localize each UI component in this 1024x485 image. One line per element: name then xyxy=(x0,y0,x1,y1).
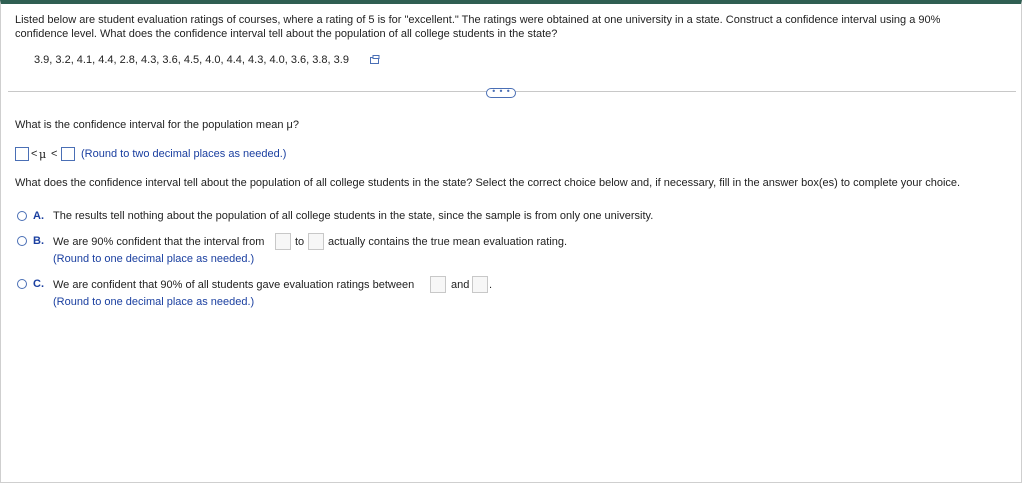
expand-more-button[interactable]: • • • xyxy=(486,88,516,98)
choice-b-hint: (Round to one decimal place as needed.) xyxy=(53,253,255,265)
less-than-symbol-1: < xyxy=(31,148,38,160)
choice-c-hint: (Round to one decimal place as needed.) xyxy=(53,296,255,308)
choice-a-text[interactable]: The results tell nothing about the population of all college students in the state, since the sample is from only one university. xyxy=(53,210,654,222)
choice-a-radio[interactable] xyxy=(17,211,27,221)
choice-c-text-after: . xyxy=(489,279,493,291)
part1-hint: (Round to two decimal places as needed.) xyxy=(81,148,287,160)
choice-b-from-input[interactable] xyxy=(275,233,291,250)
less-than-symbol-2: < xyxy=(51,148,58,160)
choice-b-letter: B. xyxy=(33,235,44,247)
choice-b-text-after: actually contains the true mean evaluation rating. xyxy=(328,236,568,248)
choice-c-radio[interactable] xyxy=(17,279,27,289)
choice-b-text-before: We are 90% confident that the interval from xyxy=(53,236,265,248)
part1-prompt: What is the confidence interval for the population mean μ? xyxy=(15,119,299,131)
choice-c-text-mid: and xyxy=(451,279,470,291)
question-text-line1: Listed below are student evaluation ratings of courses, where a rating of 5 is for "excellent." The ratings were obtained at one university in a state. Construct a confidence interval using a 90% xyxy=(15,14,941,26)
mu-symbol: μ xyxy=(39,148,47,161)
choice-c-text-before: We are confident that 90% of all students gave evaluation ratings between xyxy=(53,279,415,291)
part2-prompt: What does the confidence interval tell about the population of all college students in the state? Select the correct choice below and, if necessary, fill in the answer box(es) to complete your choice. xyxy=(15,177,961,189)
choice-b-to-input[interactable] xyxy=(308,233,324,250)
choice-c-lower-input[interactable] xyxy=(430,276,446,293)
copy-data-icon[interactable] xyxy=(370,55,381,65)
choice-b-text-mid: to xyxy=(295,236,305,248)
lower-bound-input[interactable] xyxy=(15,147,29,161)
choice-c-letter: C. xyxy=(33,278,44,290)
choice-a-letter: A. xyxy=(33,210,44,222)
choice-c-upper-input[interactable] xyxy=(472,276,488,293)
choice-b-radio[interactable] xyxy=(17,236,27,246)
upper-bound-input[interactable] xyxy=(61,147,75,161)
data-values: 3.9, 3.2, 4.1, 4.4, 2.8, 4.3, 3.6, 4.5, 4.0, 4.4, 4.3, 4.0, 3.6, 3.8, 3.9 xyxy=(34,54,349,66)
question-text-line2: confidence level. What does the confidence interval tell about the population of all college students in the state? xyxy=(15,28,558,40)
